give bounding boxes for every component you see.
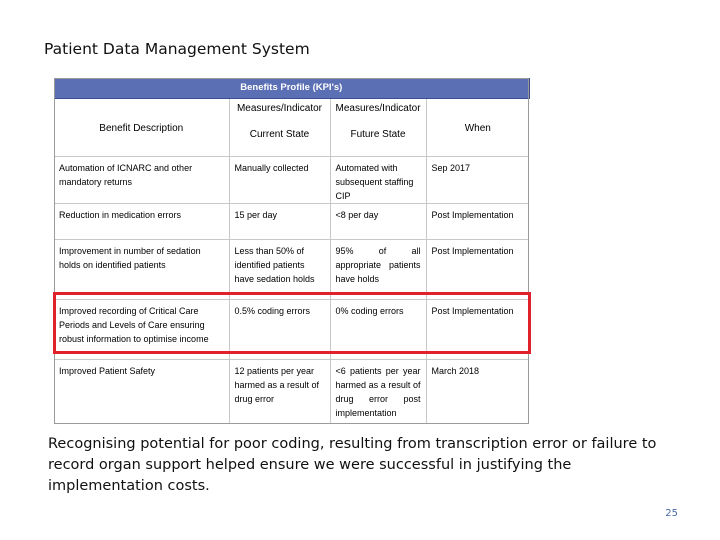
cell-description: Improved recording of Critical Care Periods and Levels of Care ensuring robust information to optimise income — [54, 300, 229, 360]
table-row — [54, 157, 529, 204]
cell-current: 12 patients per year harmed as a result of drug error — [229, 360, 330, 425]
header-future-label: Future State — [350, 129, 406, 140]
cell-description: Reduction in medication errors — [54, 204, 229, 240]
table-row — [54, 240, 529, 300]
cell-current: 15 per day — [229, 204, 330, 240]
header-current-measures: Measures/Indicator — [236, 103, 323, 114]
table-header-row — [54, 99, 529, 157]
header-current-state — [229, 99, 330, 157]
table-banner-row — [54, 79, 529, 99]
cell-when: Post Implementation — [426, 240, 529, 300]
header-benefit-description: Benefit Description — [99, 123, 184, 134]
cell-future: 95% of all appropriate patients have holds — [330, 240, 426, 300]
cell-future: Automated with subsequent staffing CIP — [330, 157, 426, 204]
cell-current: Manually collected — [229, 157, 330, 204]
page-number: 25 — [665, 508, 678, 519]
header-when: When — [426, 99, 529, 157]
cell-future: <8 per day — [330, 204, 426, 240]
cell-current: Less than 50% of identified patients have sedation holds — [229, 240, 330, 300]
header-future-measures: Measures/Indicator — [335, 103, 421, 114]
cell-when: Post Implementation — [426, 204, 529, 240]
slide-title: Patient Data Management System — [44, 40, 310, 58]
cell-when: Post Implementation — [426, 300, 529, 360]
cell-when: March 2018 — [426, 360, 529, 425]
table-row — [54, 204, 529, 240]
benefits-profile-table — [54, 78, 530, 424]
table-row — [54, 360, 529, 425]
cell-description: Automation of ICNARC and other mandatory returns — [54, 157, 229, 204]
cell-future: <6 patients per year harmed as a result of drug error post implementation — [330, 360, 426, 425]
cell-description: Improved Patient Safety — [54, 360, 229, 425]
header-future-state — [330, 99, 426, 157]
footnote-text: Recognising potential for poor coding, resulting from transcription error or failure to record organ support helped ensure we were successful in justifying the implementation costs. — [48, 436, 657, 494]
cell-future: 0% coding errors — [330, 300, 426, 360]
header-current-label: Current State — [249, 129, 310, 140]
cell-description: Improvement in number of sedation holds on identified patients — [54, 240, 229, 300]
table-row — [54, 300, 529, 360]
cell-current: 0.5% coding errors — [229, 300, 330, 360]
cell-when: Sep 2017 — [426, 157, 529, 204]
table-banner: Benefits Profile (KPI's) — [54, 79, 529, 99]
